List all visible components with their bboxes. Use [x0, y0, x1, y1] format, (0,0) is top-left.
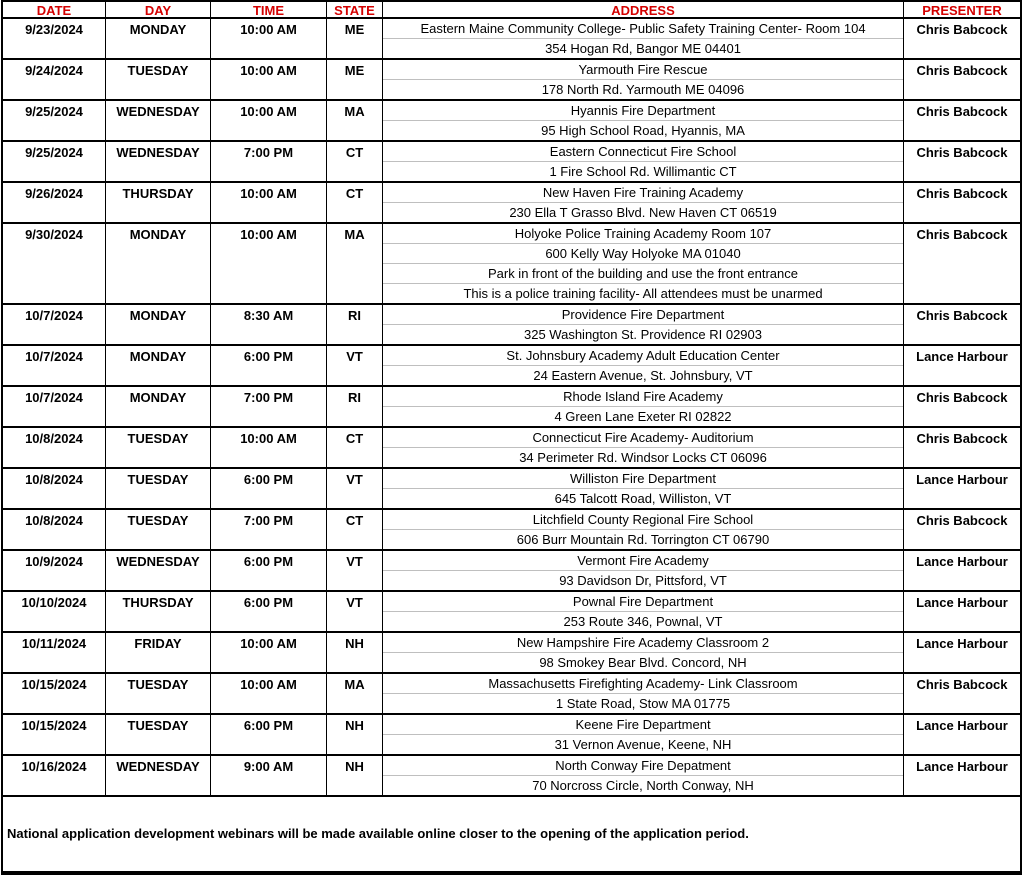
address-line: 600 Kelly Way Holyoke MA 01040 [383, 244, 903, 264]
row-presenter: Lance Harbour [916, 595, 1008, 610]
row-time: 10:00 AM [211, 60, 327, 99]
row-address [383, 756, 904, 795]
table-row [3, 346, 1020, 387]
address-line: 1 Fire School Rd. Willimantic CT [549, 164, 737, 179]
header-address: ADDRESS [383, 2, 904, 17]
row-day: MONDAY [106, 19, 211, 58]
row-state: ME [327, 19, 383, 58]
row-day: MONDAY [106, 387, 211, 426]
table-row [3, 387, 1020, 428]
row-date: 9/25/2024 [3, 101, 106, 140]
header-time: TIME [211, 2, 327, 17]
row-presenter: Lance Harbour [916, 718, 1008, 733]
row-time: 10:00 AM [211, 224, 327, 303]
row-day: TUESDAY [106, 469, 211, 508]
row-time: 6:00 PM [211, 592, 327, 631]
row-address [383, 387, 904, 426]
table-row [3, 674, 1020, 715]
row-day: THURSDAY [106, 183, 211, 222]
row-presenter: Lance Harbour [916, 759, 1008, 774]
row-presenter: Lance Harbour [916, 472, 1008, 487]
row-date: 10/15/2024 [3, 674, 106, 713]
table-row [3, 633, 1020, 674]
row-date: 10/7/2024 [3, 387, 106, 426]
row-presenter: Lance Harbour [916, 636, 1008, 651]
row-time: 10:00 AM [211, 428, 327, 467]
row-address [383, 674, 904, 713]
row-presenter: Chris Babcock [916, 22, 1008, 37]
address-line: New Haven Fire Training Academy [383, 183, 903, 203]
row-day: TUESDAY [106, 510, 211, 549]
row-address [383, 101, 904, 140]
address-line: Litchfield County Regional Fire School [383, 510, 903, 530]
header-date: DATE [3, 2, 106, 17]
address-line: New Hampshire Fire Academy Classroom 2 [383, 633, 903, 653]
row-state: ME [327, 60, 383, 99]
row-state: CT [327, 428, 383, 467]
row-state: NH [327, 633, 383, 672]
row-state: VT [327, 346, 383, 385]
row-date: 9/30/2024 [3, 224, 106, 303]
header-day: DAY [106, 2, 211, 17]
row-presenter: Chris Babcock [916, 677, 1008, 692]
row-state: VT [327, 551, 383, 590]
row-date: 9/24/2024 [3, 60, 106, 99]
row-state: NH [327, 756, 383, 795]
row-presenter: Chris Babcock [916, 308, 1008, 323]
row-presenter: Chris Babcock [916, 104, 1008, 119]
address-line: This is a police training facility- All attendees must be unarmed [463, 286, 823, 301]
address-line: 253 Route 346, Pownal, VT [563, 614, 723, 629]
table-row [3, 305, 1020, 346]
row-day: TUESDAY [106, 428, 211, 467]
row-state: MA [327, 224, 383, 303]
row-time: 10:00 AM [211, 674, 327, 713]
row-date: 10/8/2024 [3, 510, 106, 549]
table-row [3, 469, 1020, 510]
table-row [3, 101, 1020, 142]
address-line: Eastern Maine Community College- Public Safety Training Center- Room 104 [383, 19, 903, 39]
address-line: Rhode Island Fire Academy [383, 387, 903, 407]
row-time: 8:30 AM [211, 305, 327, 344]
row-time: 10:00 AM [211, 19, 327, 58]
row-state: CT [327, 142, 383, 181]
table-row [3, 592, 1020, 633]
row-state: RI [327, 387, 383, 426]
row-state: CT [327, 183, 383, 222]
row-presenter: Lance Harbour [916, 349, 1008, 364]
row-presenter: Chris Babcock [916, 186, 1008, 201]
row-address [383, 60, 904, 99]
row-state: NH [327, 715, 383, 754]
row-time: 9:00 AM [211, 756, 327, 795]
row-day: MONDAY [106, 305, 211, 344]
footer-note: National application development webinars will be made available online closer to the opening of the application period. [7, 826, 749, 841]
row-day: MONDAY [106, 346, 211, 385]
row-state: RI [327, 305, 383, 344]
table-header [3, 0, 1020, 19]
row-address [383, 592, 904, 631]
row-date: 10/7/2024 [3, 305, 106, 344]
row-time: 10:00 AM [211, 101, 327, 140]
address-line: St. Johnsbury Academy Adult Education Center [383, 346, 903, 366]
row-time: 6:00 PM [211, 715, 327, 754]
row-state: VT [327, 592, 383, 631]
address-line: 230 Ella T Grasso Blvd. New Haven CT 06519 [509, 205, 777, 220]
row-address [383, 346, 904, 385]
row-address [383, 19, 904, 58]
address-line: Williston Fire Department [383, 469, 903, 489]
row-date: 10/8/2024 [3, 469, 106, 508]
row-time: 6:00 PM [211, 551, 327, 590]
table-row [3, 224, 1020, 305]
row-presenter: Chris Babcock [916, 431, 1008, 446]
row-day: MONDAY [106, 224, 211, 303]
schedule-table [1, 0, 1022, 875]
address-line: 24 Eastern Avenue, St. Johnsbury, VT [533, 368, 753, 383]
address-line: Connecticut Fire Academy- Auditorium [383, 428, 903, 448]
footer-note-row [3, 797, 1020, 873]
row-date: 10/15/2024 [3, 715, 106, 754]
table-row [3, 142, 1020, 183]
row-time: 10:00 AM [211, 183, 327, 222]
address-line: Massachusetts Firefighting Academy- Link Classroom [383, 674, 903, 694]
table-body [3, 19, 1020, 797]
row-state: CT [327, 510, 383, 549]
row-state: MA [327, 101, 383, 140]
row-day: WEDNESDAY [106, 101, 211, 140]
address-line: North Conway Fire Depatment [383, 756, 903, 776]
row-date: 9/25/2024 [3, 142, 106, 181]
address-line: 70 Norcross Circle, North Conway, NH [532, 778, 754, 793]
row-address [383, 183, 904, 222]
table-row [3, 551, 1020, 592]
row-time: 6:00 PM [211, 346, 327, 385]
row-day: THURSDAY [106, 592, 211, 631]
row-date: 10/16/2024 [3, 756, 106, 795]
row-presenter: Chris Babcock [916, 145, 1008, 160]
address-line: 98 Smokey Bear Blvd. Concord, NH [539, 655, 747, 670]
table-row [3, 756, 1020, 797]
address-line: 4 Green Lane Exeter RI 02822 [554, 409, 732, 424]
address-line: 178 North Rd. Yarmouth ME 04096 [541, 82, 745, 97]
row-address [383, 633, 904, 672]
row-address [383, 224, 904, 303]
address-line: Keene Fire Department [383, 715, 903, 735]
address-line: 325 Washington St. Providence RI 02903 [524, 327, 762, 342]
row-day: TUESDAY [106, 674, 211, 713]
table-row [3, 60, 1020, 101]
row-time: 7:00 PM [211, 510, 327, 549]
row-address [383, 305, 904, 344]
address-line: Pownal Fire Department [383, 592, 903, 612]
address-line: Vermont Fire Academy [383, 551, 903, 571]
address-line: 93 Davidson Dr, Pittsford, VT [559, 573, 727, 588]
row-address [383, 428, 904, 467]
table-row [3, 428, 1020, 469]
row-date: 10/9/2024 [3, 551, 106, 590]
row-day: TUESDAY [106, 715, 211, 754]
header-presenter: PRESENTER [922, 3, 1002, 17]
row-date: 10/8/2024 [3, 428, 106, 467]
row-time: 7:00 PM [211, 387, 327, 426]
address-line: 354 Hogan Rd, Bangor ME 04401 [545, 41, 741, 56]
row-date: 10/10/2024 [3, 592, 106, 631]
row-day: WEDNESDAY [106, 756, 211, 795]
table-row [3, 715, 1020, 756]
row-time: 10:00 AM [211, 633, 327, 672]
address-line: Holyoke Police Training Academy Room 107 [383, 224, 903, 244]
row-day: WEDNESDAY [106, 551, 211, 590]
address-line: Eastern Connecticut Fire School [383, 142, 903, 162]
row-day: TUESDAY [106, 60, 211, 99]
address-line: 34 Perimeter Rd. Windsor Locks CT 06096 [519, 450, 767, 465]
row-presenter: Chris Babcock [916, 63, 1008, 78]
row-date: 10/7/2024 [3, 346, 106, 385]
row-presenter: Lance Harbour [916, 554, 1008, 569]
row-address [383, 551, 904, 590]
row-state: VT [327, 469, 383, 508]
table-row [3, 183, 1020, 224]
row-presenter: Chris Babcock [916, 513, 1008, 528]
address-line: Providence Fire Department [383, 305, 903, 325]
row-address [383, 510, 904, 549]
row-state: MA [327, 674, 383, 713]
row-day: FRIDAY [106, 633, 211, 672]
row-address [383, 142, 904, 181]
row-time: 7:00 PM [211, 142, 327, 181]
row-address [383, 469, 904, 508]
address-line: 31 Vernon Avenue, Keene, NH [554, 737, 732, 752]
address-line: Park in front of the building and use the front entrance [383, 264, 903, 284]
address-line: 95 High School Road, Hyannis, MA [541, 123, 745, 138]
row-presenter: Chris Babcock [916, 390, 1008, 405]
address-line: Yarmouth Fire Rescue [383, 60, 903, 80]
header-state: STATE [327, 2, 383, 17]
address-line: 606 Burr Mountain Rd. Torrington CT 06790 [516, 532, 770, 547]
row-day: WEDNESDAY [106, 142, 211, 181]
table-row [3, 510, 1020, 551]
row-address [383, 715, 904, 754]
address-line: 645 Talcott Road, Williston, VT [554, 491, 732, 506]
row-date: 9/23/2024 [3, 19, 106, 58]
row-date: 9/26/2024 [3, 183, 106, 222]
row-time: 6:00 PM [211, 469, 327, 508]
address-line: 1 State Road, Stow MA 01775 [555, 696, 731, 711]
row-presenter: Chris Babcock [916, 227, 1008, 242]
table-row [3, 19, 1020, 60]
address-line: Hyannis Fire Department [383, 101, 903, 121]
row-date: 10/11/2024 [3, 633, 106, 672]
